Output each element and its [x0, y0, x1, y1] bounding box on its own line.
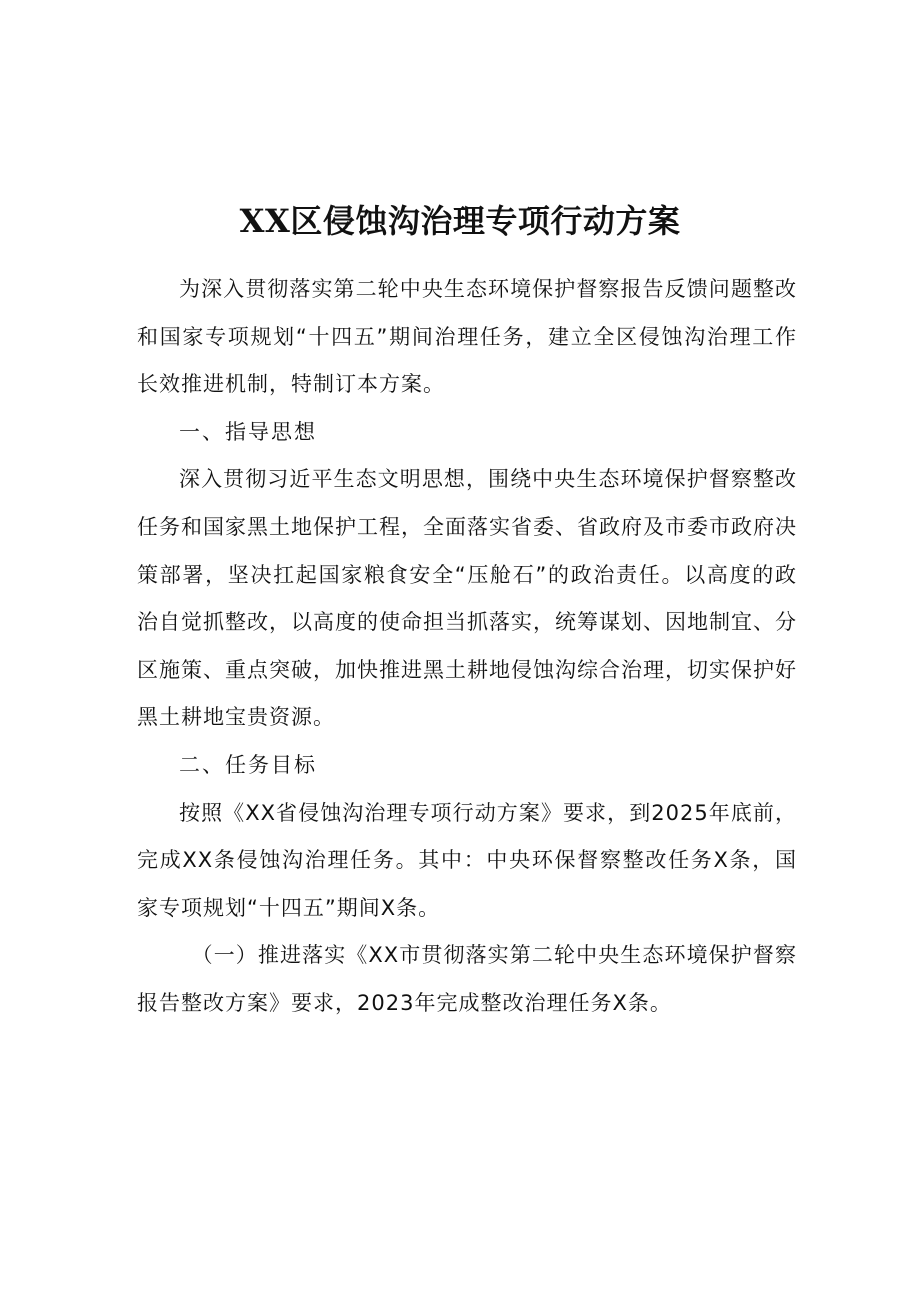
task-goals-paragraph: 按照《XX省侵蚀沟治理专项行动方案》要求，到2025年底前，完成XX条侵蚀沟治理任务。其中：中央环保督察整改任务X条，国家专项规划“十四五”期间X条。 [137, 800, 797, 920]
intro-paragraph: 为深入贯彻落实第二轮中央生态环境保护督察报告反馈问题整改和国家专项规划“十四五”期间治理任务，建立全区侵蚀沟治理工作长效推进机制，特制订本方案。 [137, 277, 797, 397]
document-body [137, 266, 797, 1028]
sub-item-paragraph-1: （一）推进落实《XX市贯彻落实第二轮中央生态环境保护督察报告整改方案》要求，2023年完成整改治理任务X条。 [137, 943, 797, 1015]
document-title: XX区侵蚀沟治理专项行动方案 [239, 202, 681, 241]
section-heading-task-goals: 二、任务目标 [179, 752, 317, 777]
section-heading-guiding-ideology: 一、指导思想 [179, 419, 317, 444]
guiding-ideology-paragraph: 深入贯彻习近平生态文明思想，围绕中央生态环境保护督察整改任务和国家黑土地保护工程，全面落实省委、省政府及市委市政府决策部署，坚决扛起国家粮食安全“压舱石”的政治责任。以高度的政治自觉抓整改，以高度的使命担当抓落实，统筹谋划、因地制宜、分区施策、重点突破，加快推进黑土耕地侵蚀沟综合治理，切实保护好黑土耕地宝贵资源。 [137, 467, 797, 730]
